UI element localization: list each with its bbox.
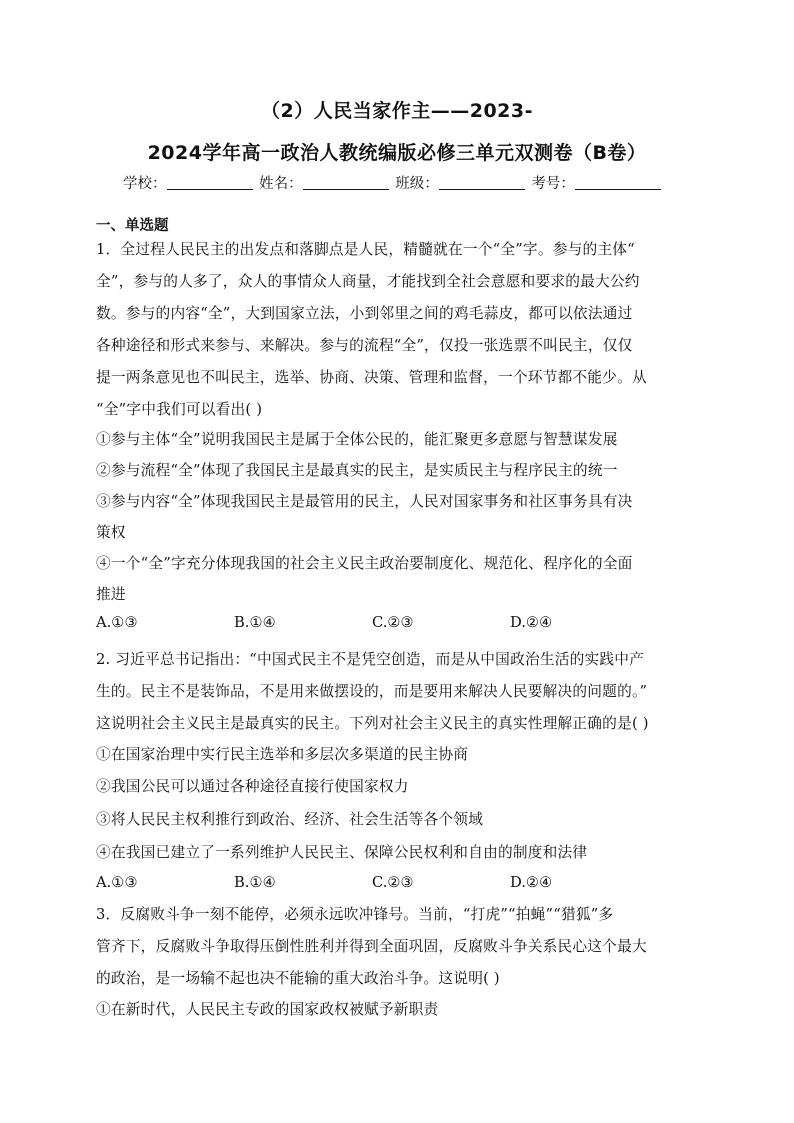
student-info-row <box>123 172 663 193</box>
q3-stem-line: 3．反腐败斗争一刻不能停，必须永远吹冲锋号。当前，“打虎”“拍蝇”“猎狐”多 <box>96 906 614 923</box>
q1-stem-line: “全”字中我们可以看出( ) <box>96 401 263 418</box>
q1-stem-line: 数。参与的内容“全”，大到国家立法，小到邻里之间的鸡毛蒜皮，都可以依法通过 <box>96 305 633 322</box>
q2-option-b[interactable]: B.①④ <box>234 874 276 891</box>
section-title: 一、单选题 <box>96 218 169 234</box>
q2-stem-line: 2. 习近平总书记指出：“中国式民主不是凭空创造，而是从中国政治生活的实践中产 <box>96 651 645 668</box>
school-label: 学校： <box>123 176 167 192</box>
q2-option-a[interactable]: A.①③ <box>96 874 138 891</box>
q2-statement: ④在我国已建立了一系列维护人民民主、保障公民权利和自由的制度和法律 <box>96 844 588 861</box>
q2-stem-line: 生的。民主不是装饰品，不是用来做摆设的，而是要用来解决人民要解决的问题的。” <box>96 683 648 700</box>
q2-option-c[interactable]: C.②③ <box>372 874 414 891</box>
q1-statement: ④一个“全”字充分体现我国的社会主义民主政治要制度化、规范化、程序化的全面 <box>96 555 633 572</box>
q1-option-a[interactable]: A.①③ <box>96 614 138 631</box>
exam-number-blank <box>575 175 661 190</box>
q2-option-d[interactable]: D.②④ <box>510 874 553 891</box>
q1-option-c[interactable]: C.②③ <box>372 614 414 631</box>
exam-number-label: 考号： <box>531 176 575 192</box>
school-blank <box>167 175 253 190</box>
q1-statement: ①参与主体“全”说明我国民主是属于全体公民的，能汇聚更多意愿与智慧谋发展 <box>96 431 618 448</box>
q2-statement: ③将人民民主权利推行到政治、经济、社会生活等各个领域 <box>96 811 484 828</box>
q1-statement: ③参与内容“全”体现我国民主是最管用的民主，人民对国家事务和社区事务具有决 <box>96 493 633 510</box>
name-blank <box>303 175 389 190</box>
q2-statement: ①在国家治理中实行民主选举和多层次多渠道的民主协商 <box>96 746 469 763</box>
name-label: 姓名： <box>259 176 303 192</box>
q2-stem-line: 这说明社会主义民主是最真实的民主。下列对社会主义民主的真实性理解正确的是( ) <box>96 715 649 732</box>
q1-option-b[interactable]: B.①④ <box>234 614 276 631</box>
q1-stem-line: 各种途径和形式来参与、来解决。参与的流程“全”，仅投一张选票不叫民主，仅仅 <box>96 337 633 354</box>
q2-statement: ②我国公民可以通过各种途径直接行使国家权力 <box>96 778 409 795</box>
document-title-line1: （2）人民当家作主——2023- <box>261 100 533 122</box>
q3-stem-line: 的政治，是一场输不起也决不能输的重大政治斗争。这说明( ) <box>96 970 500 987</box>
q3-stem-line: 管齐下，反腐败斗争取得压倒性胜利并得到全面巩固，反腐败斗争关系民心这个最大 <box>96 938 647 955</box>
class-blank <box>439 175 525 190</box>
class-label: 班级： <box>395 176 439 192</box>
q1-stem-line: 提一两条意见也不叫民主，选举、协商、决策、管理和监督，一个环节都不能少。从 <box>96 369 647 386</box>
q1-stem-line: 全”，参与的人多了，众人的事情众人商量，才能找到全社会意愿和要求的最大公约 <box>96 273 640 290</box>
document-title-line2: 2024学年高一政治人教统编版必修三单元双测卷（B卷） <box>147 142 647 164</box>
q1-stem-line: 1．全过程人民民主的出发点和落脚点是人民，精髓就在一个“全”字。参与的主体“ <box>96 241 635 258</box>
q1-statement: 策权 <box>96 524 126 541</box>
q1-statement: 推进 <box>96 586 126 603</box>
q3-statement: ①在新时代，人民民主专政的国家政权被赋予新职责 <box>96 1001 439 1018</box>
q1-statement: ②参与流程“全”体现了我国民主是最真实的民主，是实质民主与程序民主的统一 <box>96 462 618 479</box>
q1-option-d[interactable]: D.②④ <box>510 614 553 631</box>
